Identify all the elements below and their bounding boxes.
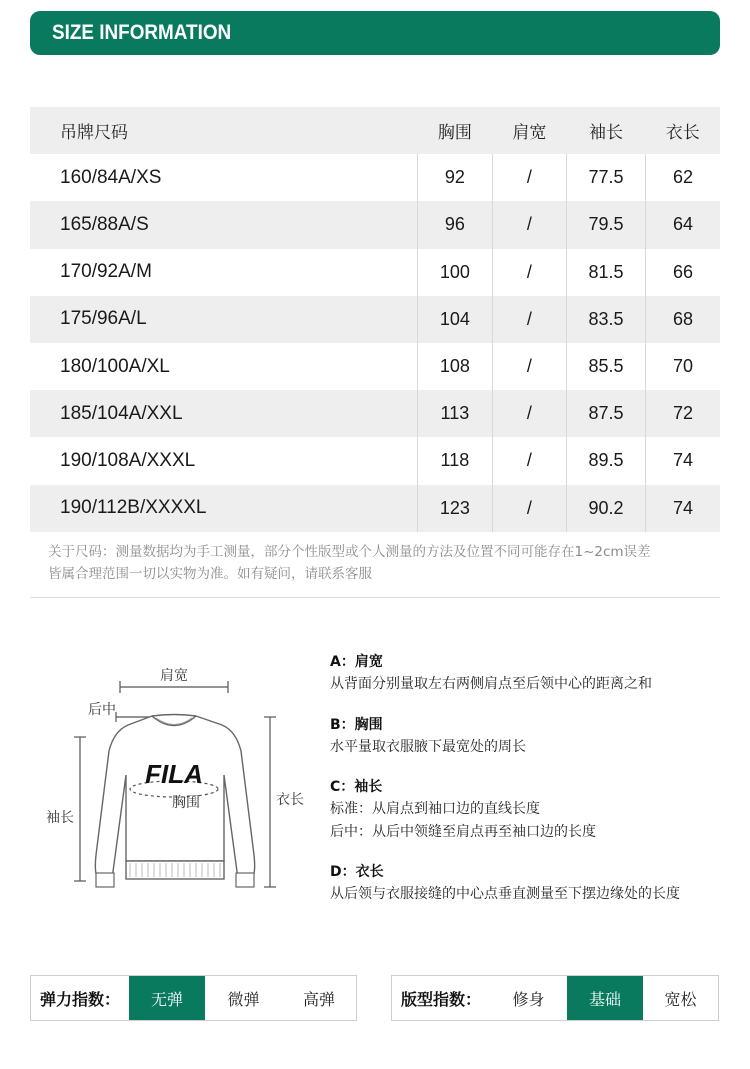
fit-option-regular[interactable]: 基础 — [567, 976, 643, 1020]
table-row — [30, 390, 720, 437]
chest-cell: 96 — [418, 201, 492, 248]
table-row — [30, 485, 720, 532]
definition-text: 从背面分别量取左右两侧肩点至后领中心的距离之和 — [330, 676, 652, 692]
chest-cell: 104 — [418, 296, 492, 343]
definition-shoulder — [330, 651, 730, 696]
sleeve-cell: 77.5 — [567, 154, 646, 201]
definition-title: C：袖长 — [330, 779, 383, 795]
elasticity-option-high[interactable]: 高弹 — [302, 989, 335, 1009]
table-row — [30, 154, 720, 201]
size-cell: 190/112B/XXXXL — [30, 485, 418, 532]
length-label: 衣长 — [276, 792, 304, 808]
note-line: 关于尺码：测量数据均为手工测量，部分个性版型或个人测量的方法及位置不同可能存在1~2cm误差 — [48, 544, 651, 560]
size-cell: 185/104A/XXL — [30, 390, 418, 437]
elasticity-index — [30, 975, 357, 1021]
table-row — [30, 296, 720, 343]
definition-text: 标准：从肩点到袖口边的直线长度 — [330, 801, 540, 817]
definition-title: B：胸围 — [330, 716, 383, 733]
measurement-definitions — [330, 651, 730, 924]
column-header: 肩宽 — [492, 107, 566, 154]
length-cell: 68 — [646, 296, 720, 343]
elasticity-option-none[interactable]: 无弹 — [129, 976, 205, 1020]
fit-label: 版型指数： — [400, 989, 481, 1009]
chest-cell: 113 — [418, 390, 492, 437]
back-center-label: 后中 — [88, 702, 116, 718]
shoulder-cell: / — [492, 249, 566, 296]
size-cell: 160/84A/XS — [60, 166, 162, 188]
size-cell: 175/96A/L — [30, 296, 418, 343]
fit-index — [391, 975, 719, 1021]
chest-cell: 92 — [418, 154, 492, 201]
table-row — [30, 437, 720, 484]
chest-cell: 100 — [418, 249, 492, 296]
column-header: 胸围 — [418, 107, 492, 154]
sleeve-cell: 83.5 — [567, 296, 646, 343]
table-row — [30, 249, 720, 296]
chest-cell: 118 — [418, 437, 492, 484]
size-cell: 165/88A/S — [30, 201, 418, 248]
length-cell: 70 — [646, 343, 720, 390]
definition-title: A：肩宽 — [330, 654, 383, 670]
section-header — [30, 11, 720, 55]
chest-cell: 108 — [418, 343, 492, 390]
definition-title: D：衣长 — [330, 864, 384, 880]
shoulder-label: 肩宽 — [160, 668, 188, 684]
table-row — [30, 201, 720, 248]
chest-cell: 123 — [418, 485, 492, 532]
column-header: 袖长 — [567, 107, 646, 154]
size-table — [30, 107, 720, 532]
elasticity-label: 弹力指数： — [39, 989, 120, 1009]
shoulder-cell: / — [492, 201, 566, 248]
sleeve-cell: 90.2 — [567, 485, 646, 532]
table-row — [30, 343, 720, 390]
length-cell: 62 — [646, 154, 720, 201]
shoulder-cell: / — [492, 343, 566, 390]
sleeve-cell: 87.5 — [567, 390, 646, 437]
shoulder-cell: / — [492, 390, 566, 437]
sleeve-cell: 81.5 — [567, 249, 646, 296]
definition-length — [330, 861, 730, 906]
shoulder-cell: / — [492, 154, 566, 201]
definition-sleeve — [330, 776, 730, 843]
sleeve-cell: 85.5 — [567, 343, 646, 390]
definition-chest — [330, 714, 730, 759]
shoulder-cell: / — [492, 437, 566, 484]
size-note — [48, 542, 728, 585]
table-header-row — [30, 107, 720, 154]
shoulder-cell: / — [492, 485, 566, 532]
length-cell: 74 — [646, 485, 720, 532]
definition-text: 水平量取衣服腋下最宽处的周长 — [330, 738, 526, 755]
length-cell: 72 — [646, 390, 720, 437]
column-header: 衣长 — [646, 107, 720, 154]
sweatshirt-illustration — [40, 655, 320, 905]
length-cell: 64 — [646, 201, 720, 248]
sleeve-label: 袖长 — [46, 810, 74, 826]
fit-option-slim[interactable]: 修身 — [512, 989, 545, 1009]
column-header: 吊牌尺码 — [30, 107, 418, 154]
size-cell: 170/92A/M — [60, 261, 152, 283]
elasticity-option-slight[interactable]: 微弹 — [227, 989, 260, 1009]
length-cell: 66 — [646, 249, 720, 296]
size-cell: 190/108A/XXXL — [60, 449, 196, 471]
measurement-diagram — [40, 655, 320, 905]
definition-text: 从后领与衣服接缝的中心点垂直测量至下摆边缘处的长度 — [330, 886, 680, 902]
size-cell: 180/100A/XL — [60, 355, 170, 377]
definition-text: 后中：从后中领缝至肩点再至袖口边的长度 — [330, 823, 596, 840]
divider — [30, 597, 720, 598]
shoulder-cell: / — [492, 296, 566, 343]
length-cell: 74 — [646, 437, 720, 484]
brand-logo: FILA — [145, 759, 203, 789]
section-title: SIZE INFORMATION — [52, 21, 232, 44]
fit-option-loose[interactable]: 宽松 — [664, 989, 697, 1009]
note-line: 皆属合理范围一切以实物为准。如有疑问，请联系客服 — [48, 565, 372, 582]
sleeve-cell: 79.5 — [567, 201, 646, 248]
sleeve-cell: 89.5 — [567, 437, 646, 484]
chest-label: 胸围 — [172, 795, 200, 811]
